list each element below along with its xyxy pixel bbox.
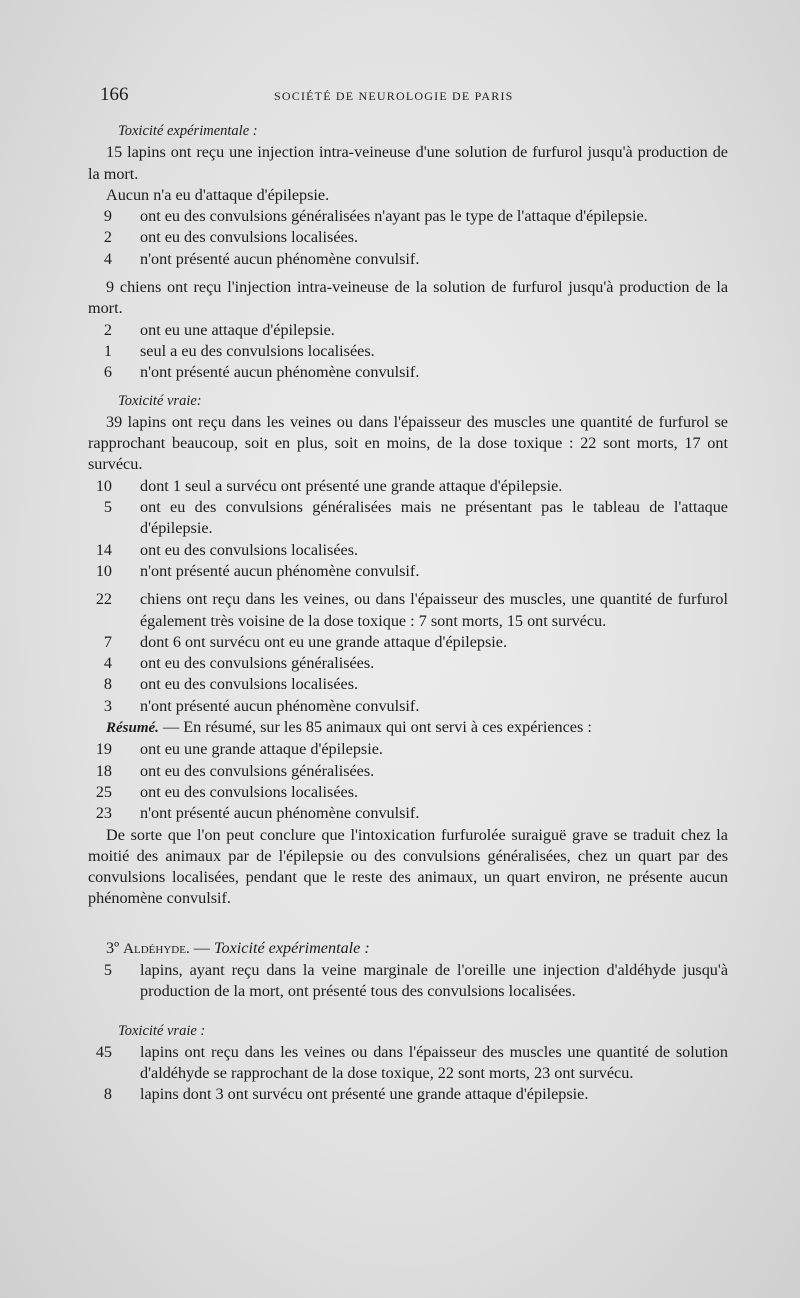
rabbits-none: Aucun n'a eu d'attaque d'épilepsie. <box>106 185 330 204</box>
list-item: 8 ont eu des convulsions localisées. <box>103 675 359 694</box>
list-item: 9 ont eu des convulsions généralisées n'ayant pas le type de l'attaque d'épilepsie. <box>103 207 648 226</box>
page-number: 166 <box>100 84 129 105</box>
list-item: 7 dont 6 ont survécu ont eu une grande attaque d'épilepsie. <box>103 632 508 651</box>
list-item: 4 n'ont présenté aucun phénomène convulsif. <box>103 249 420 268</box>
summary-label: Résumé. <box>106 720 159 737</box>
list-item: 14 ont eu des convulsions localisées. <box>95 540 359 559</box>
list-item: 45 lapins ont reçu dans les veines ou dans l'épaisseur des muscles une quantité de solution d'aldéhyde se rapprochant de la dose toxique, 22 sont morts, 23 ont survécu. <box>95 1042 728 1083</box>
page-header <box>100 84 730 108</box>
list-item: 18 ont eu des convulsions généralisées. <box>95 761 375 780</box>
list-item: 10 n'ont présenté aucun phénomène convulsif. <box>95 561 420 580</box>
list-item: 22 chiens ont reçu dans les veines, ou dans l'épaisseur des muscles, une quantité de furfurol également très voisine de la dose toxique : 7 sont morts, 15 ont survécu. <box>95 590 728 630</box>
list-item: 5 lapins, ayant reçu dans la veine marginale de l'oreille une injection d'aldéhyde jusqu'à production de la mort, ont présenté tous des convulsions localisées. <box>103 960 728 1001</box>
summary-intro: Résumé. — En résumé, sur les 85 animaux qui ont servi à ces expériences : <box>106 718 592 737</box>
aldehyde-true-list <box>88 1042 728 1106</box>
aldehyde-exp-list <box>88 960 728 1003</box>
rabbits-list <box>88 206 728 270</box>
furfurol-exp-heading: Toxicité expérimentale : <box>118 123 258 139</box>
dogs-intro: 9 chiens ont reçu l'injection intra-veineuse de la solution de furfurol jusqu'à production de la mort. <box>88 278 728 318</box>
list-item: 5 ont eu des convulsions généralisées mais ne présentant pas le tableau de l'attaque d'épilepsie. <box>103 498 728 538</box>
furfurol-true-heading: Toxicité vraie: <box>118 392 202 409</box>
list-item: 23 n'ont présenté aucun phénomène convulsif. <box>95 804 420 823</box>
list-item: 1 seul a eu des convulsions localisées. <box>103 341 375 360</box>
true-dogs-list <box>88 589 728 717</box>
list-item: 8 lapins dont 3 ont survécu ont présenté une grande attaque d'épilepsie. <box>103 1085 589 1104</box>
list-item: 3 n'ont présenté aucun phénomène convulsif. <box>103 696 420 715</box>
list-item: 2 ont eu une attaque d'épilepsie. <box>103 320 335 339</box>
running-title: SOCIÉTÉ DE NEUROLOGIE DE PARIS <box>274 89 514 103</box>
list-item: 6 n'ont présenté aucun phénomène convulsif. <box>103 363 420 382</box>
aldehyde-true-heading: Toxicité vraie : <box>118 1022 206 1039</box>
rabbits-intro: 15 lapins ont reçu une injection intra-veineuse d'une solution de furfurol jusqu'à production de la mort. <box>88 143 728 183</box>
summary-list <box>88 739 728 824</box>
true-rabbits-intro: 39 lapins ont reçu dans les veines ou dans l'épaisseur des muscles une quantité de furfurol se rapprochant beaucoup, soit en plus, soit en moins, de la dose toxique : 22 sont morts, 17 ont survécu. <box>88 412 728 474</box>
list-item: 25 ont eu des convulsions localisées. <box>95 782 359 801</box>
true-rabbits-list <box>88 476 728 582</box>
list-item: 4 ont eu des convulsions généralisées. <box>103 654 375 673</box>
dogs-list <box>88 320 728 384</box>
list-item: 19 ont eu une grande attaque d'épilepsie. <box>95 740 383 759</box>
body-text <box>88 121 728 1106</box>
list-item: 2 ont eu des convulsions localisées. <box>103 228 359 247</box>
conclusion: De sorte que l'on peut conclure que l'intoxication furfurolée suraiguë grave se traduit chez la moitié des animaux par de l'épilepsie ou des convulsions généralisées, chez un quart par des convulsions localisées, pendant que le reste des animaux, un quart environ, ne présente aucun phénomène convulsif. <box>88 825 728 908</box>
aldehyde-heading: 3º Aldéhyde. — Toxicité expérimentale : <box>106 938 370 957</box>
list-item: 10 dont 1 seul a survécu ont présenté une grande attaque d'épilepsie. <box>95 476 563 495</box>
